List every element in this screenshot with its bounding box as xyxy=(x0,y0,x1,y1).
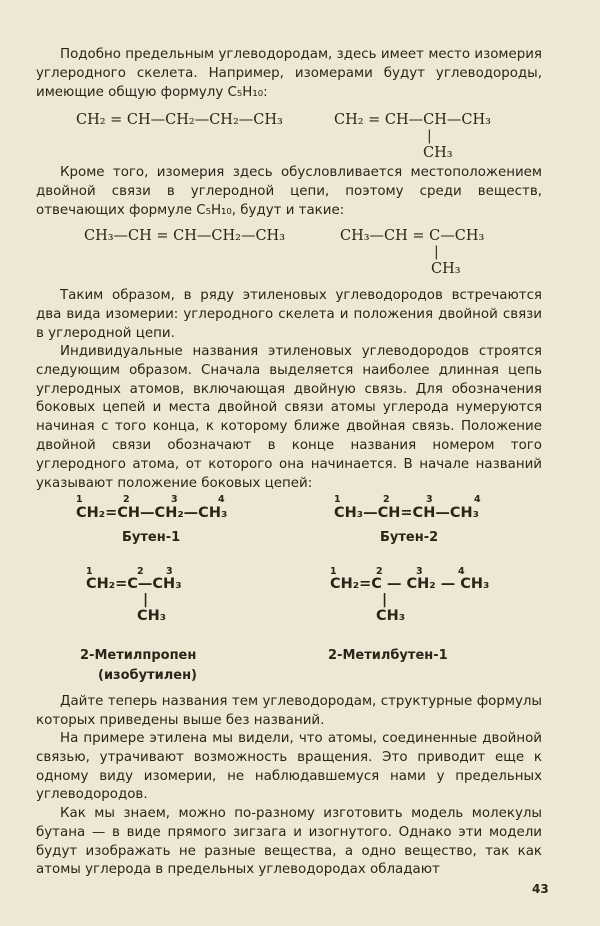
paragraph-4: Индивидуальные названия этиленовых углеводородов строятся следующим образом. Сначала выделяется наиболее длинная цепь углеродных атомов, включающая двойную связь. Для обозначения боковых цепей и места двойной связи атомы углерода нумеруются начиная с того конца, к которому ближе двойная связь. Положение двойной связи обозначают в конце названия номером того углеродного атома, от которого она начинается. В начале названий указывают положение боковых цепей: xyxy=(36,344,542,491)
carbon-number: 1 xyxy=(86,566,93,577)
structure-2-methylbutene-1: CH₂=C — CH₂ — CH₃ xyxy=(330,576,490,592)
paragraph-6: На примере этилена мы видели, что атомы, соединенные двойной связью, утрачивают возможность вращения. Это приводит еще к одному виду изомерии, не наблюдавшемуся нами у предельных углеводородов. xyxy=(36,731,542,803)
compound-name: 2-Метилпропен xyxy=(80,648,197,663)
carbon-number: 4 xyxy=(474,494,481,505)
formula-2-methylbutene-2: CH₃—CH = C—CH₃ xyxy=(340,228,485,244)
paragraph-7: Как мы знаем, можно по-разному изготовить модель молекулы бутана — в виде прямого зигзага и изогнутого. Однако эти модели будут изображать не разные вещества, а одно вещество, так как атомы углерода в предельных углеводородах обладают xyxy=(36,806,542,878)
carbon-number: 1 xyxy=(76,494,83,505)
carbon-number: 3 xyxy=(416,566,423,577)
carbon-number: 3 xyxy=(171,494,178,505)
formula-3-methylbutene-1: CH₂ = CH—CH—CH₃ xyxy=(334,112,491,128)
paragraph-3: Таким образом, в ряду этиленовых углеводородов встречаются два вида изомерии: углеродного скелета и положения двойной связи в углеродной цепи. xyxy=(36,288,542,341)
carbon-number: 2 xyxy=(376,566,383,577)
carbon-number: 3 xyxy=(166,566,173,577)
formula-pentene-1: CH₂ = CH—CH₂—CH₂—CH₃ xyxy=(76,112,283,128)
paragraph-5: Дайте теперь названия тем углеводородам, структурные формулы которых приведены выше без названий. xyxy=(36,694,542,728)
page-number: 43 xyxy=(532,882,549,896)
paragraph-1: Подобно предельным углеводородам, здесь имеет место изомерия углеродного скелета. Например, изомерами будут углеводороды, имеющие общую формулу C₅H₁₀: xyxy=(36,47,542,100)
bond-vertical: | xyxy=(382,592,388,608)
paragraph-2: Кроме того, изомерия здесь обусловливается местоположением двойной связи в углеродной цепи, поэтому среди веществ, отвечающих формуле C₅H₁₀, будут и такие: xyxy=(36,165,542,218)
structure-branch: CH₃ xyxy=(376,608,406,624)
structure-branch: CH₃ xyxy=(137,608,167,624)
carbon-number: 4 xyxy=(458,566,465,577)
carbon-number: 1 xyxy=(334,494,341,505)
carbon-number: 2 xyxy=(383,494,390,505)
compound-name-alt: (изобутилен) xyxy=(98,668,197,683)
bond-vertical: | xyxy=(427,128,432,144)
structure-butene-2: CH₃—CH=CH—CH₃ xyxy=(334,505,479,521)
carbon-number: 2 xyxy=(137,566,144,577)
structure-2-methylpropene: CH₂=C—CH₃ xyxy=(86,576,182,592)
carbon-number: 3 xyxy=(426,494,433,505)
bond-vertical: | xyxy=(143,592,149,608)
formula-branch: CH₃ xyxy=(431,261,461,277)
carbon-number: 2 xyxy=(123,494,130,505)
compound-name: Бутен-1 xyxy=(122,530,181,545)
structure-butene-1: CH₂=CH—CH₂—CH₃ xyxy=(76,505,228,521)
formula-branch: CH₃ xyxy=(423,145,453,161)
compound-name: Бутен-2 xyxy=(380,530,439,545)
formula-pentene-2: CH₃—CH = CH—CH₂—CH₃ xyxy=(84,228,286,244)
compound-name: 2-Метилбутен-1 xyxy=(328,648,448,663)
bond-vertical: | xyxy=(434,244,439,260)
carbon-number: 1 xyxy=(330,566,337,577)
carbon-number: 4 xyxy=(218,494,225,505)
